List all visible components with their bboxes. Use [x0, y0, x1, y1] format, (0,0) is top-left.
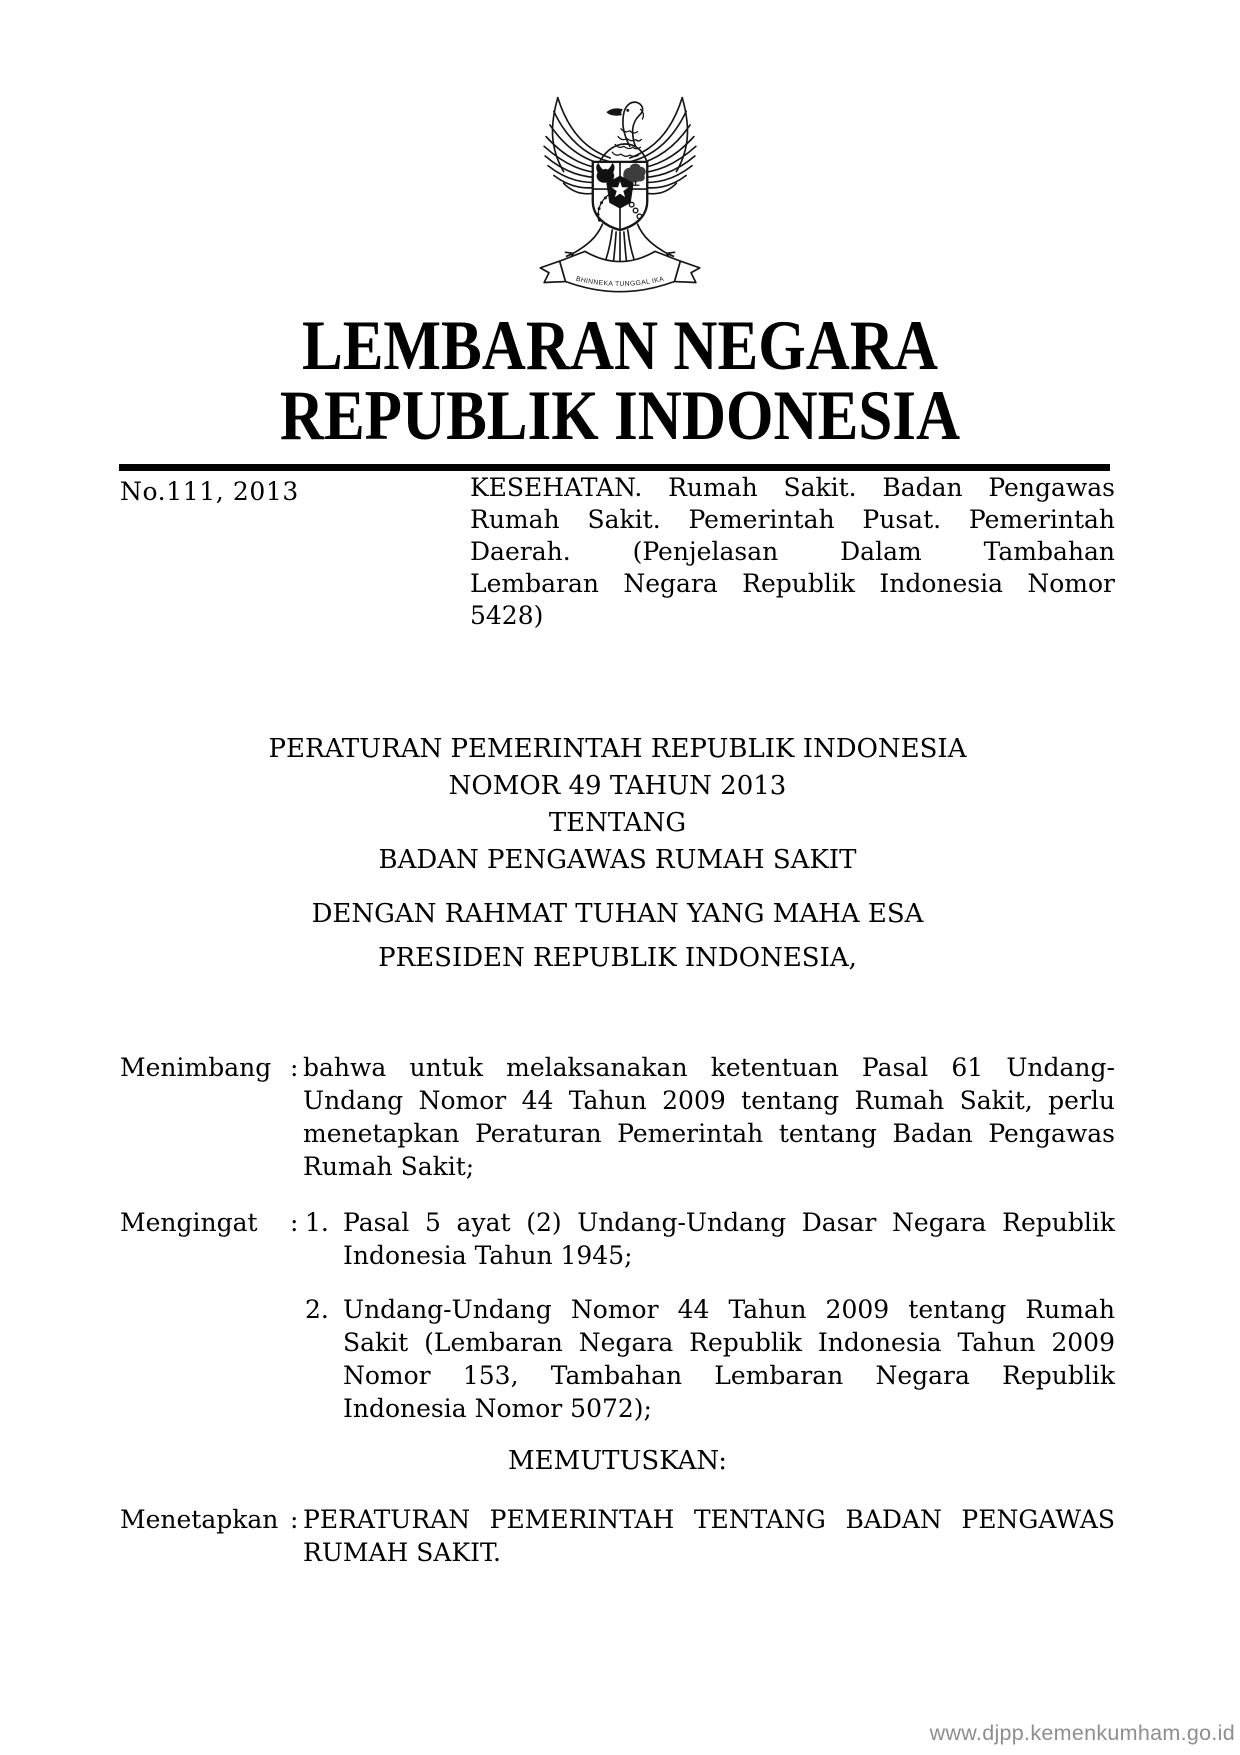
- text-line: RUMAH SAKIT.: [303, 1538, 501, 1567]
- beak: [606, 108, 623, 115]
- pancasila-shield: [593, 162, 647, 230]
- considering-body: [303, 1051, 1115, 1183]
- item-body: [343, 1206, 1115, 1272]
- text-line: menetapkan Peraturan Pemerintah tentang Badan Pengawas: [303, 1119, 1115, 1148]
- regulation-number: NOMOR 49 TAHUN 2013: [448, 771, 787, 801]
- enacting-colon: :: [290, 1505, 299, 1534]
- text-line: REPUBLIK INDONESIA: [279, 377, 961, 455]
- masthead-rule: [119, 464, 1110, 471]
- text-line: Rumah Sakit. Pemerintah Pusat. Pemerintah: [470, 505, 1115, 534]
- eye: [626, 109, 629, 112]
- recalling-colon: :: [290, 1208, 299, 1237]
- recalling-body: [303, 1206, 1115, 1425]
- invocation-line: DENGAN RAHMAT TUHAN YANG MAHA ESA: [311, 899, 924, 929]
- authority-line: PRESIDEN REPUBLIK INDONESIA,: [378, 943, 857, 973]
- text-line: Daerah. (Penjelasan Dalam Tambahan: [470, 537, 1115, 566]
- regulation-about-word: TENTANG: [548, 808, 687, 838]
- emblem-motto-text: BHINNEKA TUNGGAL IKA: [575, 275, 665, 288]
- text-line: LEMBARAN NEGARA: [301, 307, 939, 385]
- garuda-pancasila-emblem: [522, 86, 718, 300]
- text-line: Rumah Sakit;: [303, 1152, 475, 1181]
- recalling-clause: [120, 1206, 1115, 1425]
- neck-feathers: [612, 129, 641, 157]
- text-line: Indonesia Nomor 5072);: [343, 1394, 652, 1423]
- decision-heading: MEMUTUSKAN:: [508, 1446, 727, 1476]
- text-line: bahwa untuk melaksanakan ketentuan Pasal 61 Undang-: [303, 1053, 1115, 1082]
- considering-colon: :: [290, 1053, 299, 1082]
- considering-label: Menimbang: [120, 1053, 272, 1082]
- item-number: 2.: [305, 1295, 329, 1324]
- regulation-title-block: [120, 731, 1115, 879]
- footer-url: www.djpp.kemenkumham.go.id: [929, 1721, 1235, 1745]
- recalling-item-1: [303, 1206, 1115, 1272]
- regulation-heading: PERATURAN PEMERINTAH REPUBLIK INDONESIA: [268, 734, 967, 764]
- item-number: 1.: [305, 1208, 329, 1237]
- considering-clause: [120, 1051, 1115, 1183]
- enacting-body: [303, 1503, 1115, 1569]
- regulation-subject: BADAN PENGAWAS RUMAH SAKIT: [378, 845, 857, 875]
- text-line: 5428): [470, 601, 544, 630]
- item-body: [343, 1293, 1115, 1425]
- gazette-number: No.111, 2013: [120, 477, 299, 506]
- enacting-label: Menetapkan: [120, 1505, 279, 1534]
- eagle-head: [623, 102, 643, 146]
- subject-annotation: [470, 472, 1115, 632]
- text-line: Indonesia Tahun 1945;: [343, 1241, 633, 1270]
- text-line: Lembaran Negara Republik Indonesia Nomor: [470, 569, 1115, 598]
- recalling-label: Mengingat: [120, 1208, 258, 1237]
- text-line: Pasal 5 ayat (2) Undang-Undang Dasar Negara Republik: [343, 1208, 1115, 1237]
- text-line: Undang-Undang Nomor 44 Tahun 2009 tentang Rumah: [343, 1295, 1115, 1324]
- recalling-item-2: [303, 1293, 1115, 1425]
- text-line: KESEHATAN. Rumah Sakit. Badan Pengawas: [470, 473, 1115, 502]
- masthead-title: [0, 307, 1240, 455]
- enacting-clause: [120, 1503, 1115, 1569]
- text-line: PERATURAN PEMERINTAH TENTANG BADAN PENGAWAS: [303, 1505, 1115, 1534]
- text-line: Sakit (Lembaran Negara Republik Indonesia Tahun 2009: [343, 1328, 1115, 1357]
- text-line: Nomor 153, Tambahan Lembaran Negara Republik: [343, 1361, 1115, 1390]
- text-line: Undang Nomor 44 Tahun 2009 tentang Rumah Sakit, perlu: [303, 1086, 1115, 1115]
